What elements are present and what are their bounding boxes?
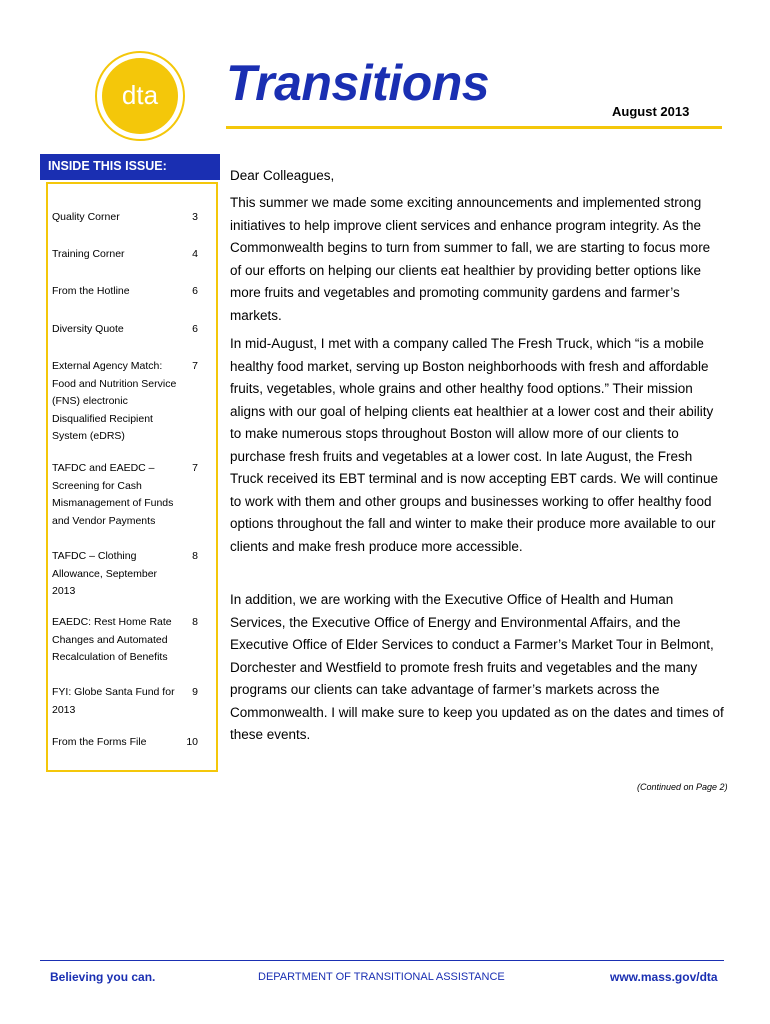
toc-item-label: Quality Corner (52, 211, 120, 223)
toc-item-label: External Agency Match: Food and Nutrition Service (FNS) electronic Disqualified Recipient System (eDRS) (52, 360, 177, 442)
letter-salutation: Dear Colleagues, (230, 168, 335, 183)
letter-paragraph: In mid-August, I met with a company called The Fresh Truck, which “is a mobile healthy food market, serving up Boston neighborhoods with fresh and affordable fruits, vegetables, whole grains and other healthy food options.” Their mission aligns with our goal of helping clients eat healthier at a lower cost and their ability to make numerous stops throughout Boston will allow more of our clients to purchase fresh fruits and vegetables at a lower cost. In late August, the Fresh Truck received its EBT terminal and is now accepting EBT cards. We will continue to work with them and other groups and businesses working to offer healthy food options throughout the fall and winter to make their produce more available to our clients and make fresh produce more accessible. (230, 336, 718, 554)
toc-item-label: Diversity Quote (52, 323, 124, 335)
header-divider (226, 126, 722, 129)
footer-divider (40, 960, 724, 961)
toc-item-label: EAEDC: Rest Home Rate Changes and Automated Recalculation of Benefits (52, 616, 172, 663)
toc-item-label: From the Hotline (52, 285, 130, 297)
inside-this-issue-heading: INSIDE THIS ISSUE: (40, 154, 220, 180)
toc-item-label: From the Forms File (52, 736, 147, 748)
toc-item[interactable] (52, 283, 212, 301)
toc-item-page: 8 (192, 550, 198, 562)
logo-text: dta (121, 80, 159, 110)
toc-item-page: 8 (192, 616, 198, 628)
footer-website-link[interactable]: www.mass.gov/dta (610, 970, 718, 984)
toc-item-page: 6 (192, 323, 198, 335)
toc-item[interactable] (52, 614, 212, 667)
toc-item[interactable] (52, 209, 212, 227)
toc-item[interactable] (52, 548, 212, 601)
dta-logo (90, 46, 190, 146)
toc-item[interactable] (52, 460, 212, 530)
letter-paragraph: This summer we made some exciting announcements and implemented strong initiatives to help improve client services and enhance program integrity. As the Commonwealth begins to turn from summer to fall, we are starting to focus more of our efforts on helping our clients eat healthier by providing better options like more fruits and vegetables and promoting community gardens and farmer’s markets. (230, 195, 711, 323)
toc-item-label: FYI: Globe Santa Fund for 2013 (52, 686, 175, 716)
toc-item[interactable] (52, 358, 212, 446)
continued-note: (Continued on Page 2) (637, 782, 728, 792)
footer-tagline: Believing you can. (50, 970, 156, 984)
toc-item[interactable] (52, 246, 212, 264)
footer-department: DEPARTMENT OF TRANSITIONAL ASSISTANCE (258, 971, 505, 983)
letter-paragraph: In addition, we are working with the Executive Office of Health and Human Services, the Executive Office of Energy and Environmental Affairs, and the Executive Office of Elder Services to conduct a Farmer’s Market Tour in Belmont, Dorchester and Westfield to promote fresh fruits and vegetables and the many programs our clients can take advantage of farmer’s markets across the Commonwealth. I will make sure to keep you updated as on the dates and times of these events. (230, 592, 724, 742)
toc-item-page: 10 (186, 736, 198, 748)
toc-item-page: 3 (192, 211, 198, 223)
toc-item-page: 7 (192, 360, 198, 372)
toc-item[interactable] (52, 734, 212, 752)
newsletter-title: Transitions (226, 55, 490, 111)
toc-item-page: 9 (192, 686, 198, 698)
issue-date: August 2013 (612, 104, 690, 119)
toc-item[interactable] (52, 321, 212, 339)
toc-item-label: TAFDC – Clothing Allowance, September 2013 (52, 550, 158, 597)
toc-item-page: 4 (192, 248, 198, 260)
toc-item-label: Training Corner (52, 248, 125, 260)
toc-item-page: 6 (192, 285, 198, 297)
toc-item-page: 7 (192, 462, 198, 474)
toc-item[interactable] (52, 684, 212, 719)
toc-item-label: TAFDC and EAEDC – Screening for Cash Mismanagement of Funds and Vendor Payments (52, 462, 174, 527)
